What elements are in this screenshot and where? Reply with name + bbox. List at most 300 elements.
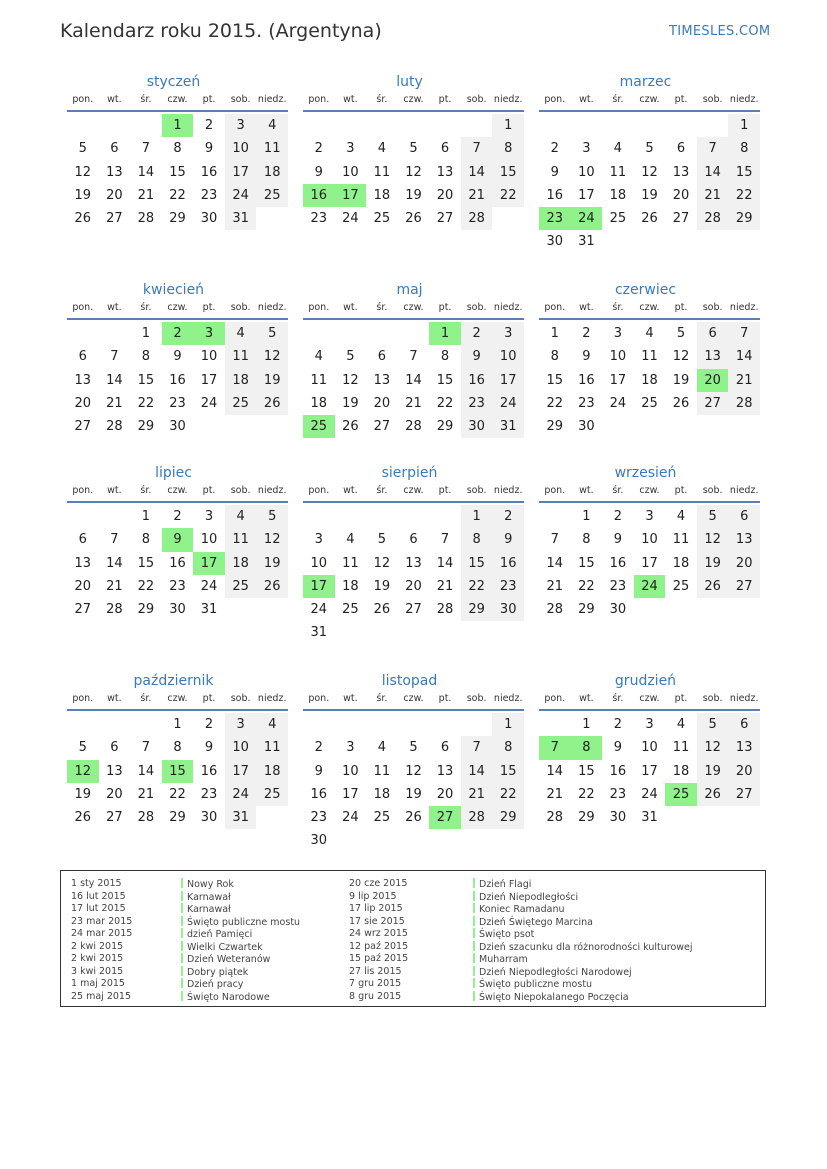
day-cell: 6 [377, 349, 387, 365]
day-cell: 1 [173, 717, 182, 732]
day-cell: 22 [728, 184, 760, 207]
holiday-day-cell: 23 [539, 207, 571, 230]
day-cell: 18 [342, 578, 359, 594]
legend-holiday-label: Dzień Flagi [479, 879, 532, 890]
weekday-header: pon. [72, 94, 94, 105]
legend-date: 2 kwi 2015 [71, 953, 124, 964]
day-cell: 5 [346, 349, 355, 365]
weekday-header: śr. [612, 485, 624, 496]
day-cell: 12 [697, 528, 729, 551]
day-cell: 29 [169, 810, 186, 826]
day-cell: 20 [436, 786, 454, 802]
weekday-header: śr. [140, 485, 152, 496]
legend-holiday-label: Święto publiczne mostu [187, 916, 301, 928]
day-cell: 16 [492, 552, 524, 575]
day-cell: 27 [373, 419, 391, 435]
weekday-header: pon. [72, 302, 94, 313]
day-cell: 4 [676, 509, 686, 524]
month-name: sierpień [381, 465, 438, 481]
day-cell: 25 [672, 578, 690, 594]
legend-holiday-label: Karnawał [187, 904, 231, 915]
day-cell: 17 [225, 161, 257, 184]
month-grid [303, 92, 524, 230]
day-cell: 21 [106, 578, 123, 594]
day-cell: 7 [110, 349, 119, 365]
holiday-day-cell: 2 [162, 322, 194, 345]
weekday-header: wt. [107, 485, 122, 496]
legend-holiday-label: Wielki Czwartek [187, 941, 263, 953]
header-rule [67, 110, 288, 112]
day-cell: 9 [582, 349, 591, 365]
day-cell: 25 [641, 395, 658, 411]
header-rule [539, 501, 760, 503]
empty-cell [602, 114, 634, 137]
day-cell: 23 [492, 575, 524, 598]
holiday-marker [181, 941, 183, 951]
legend-date: 8 gru 2015 [349, 990, 402, 1002]
day-cell: 11 [225, 345, 257, 368]
legend-holiday-name [181, 903, 300, 916]
day-cell: 16 [169, 372, 186, 388]
day-cell: 25 [373, 810, 391, 826]
day-cell: 13 [697, 345, 729, 368]
day-cell: 27 [672, 211, 690, 227]
day-cell: 17 [492, 369, 524, 392]
empty-cell [429, 713, 461, 736]
day-cell: 14 [106, 555, 123, 571]
day-cell: 18 [672, 555, 690, 571]
day-cell: 16 [200, 164, 218, 180]
day-cell: 1 [461, 505, 493, 528]
day-cell: 19 [405, 786, 422, 802]
month-block [67, 280, 288, 438]
month-block [303, 463, 524, 645]
empty-cell [398, 322, 430, 345]
day-cell: 1 [550, 326, 559, 341]
day-cell: 7 [110, 532, 119, 548]
day-cell: 9 [461, 345, 493, 368]
holiday-marker [181, 878, 183, 888]
day-cell: 6 [728, 713, 760, 736]
day-cell: 7 [141, 740, 151, 756]
day-cell: 1 [582, 717, 591, 732]
month-grid [67, 300, 288, 438]
legend-holiday-label: Święto Niepokalanego Poczęcia [479, 991, 629, 1003]
day-cell: 3 [613, 326, 623, 341]
day-cell: 11 [641, 349, 658, 365]
weekday-header: czw. [167, 94, 188, 105]
month-name: wrzesień [614, 465, 677, 481]
legend-date: 9 lip 2015 [349, 890, 397, 902]
month-grid [67, 92, 288, 230]
day-cell: 6 [728, 505, 760, 528]
day-cell: 21 [106, 395, 123, 411]
day-cell: 10 [225, 137, 257, 160]
day-cell: 16 [200, 763, 218, 779]
holiday-marker [181, 953, 183, 963]
day-cell: 20 [74, 395, 92, 411]
legend-holiday-label: Dzień pracy [187, 979, 244, 990]
day-cell: 27 [106, 211, 123, 227]
month-name: marzec [619, 74, 672, 90]
holiday-day-cell: 24 [571, 207, 603, 230]
day-cell: 17 [578, 187, 595, 203]
legend-holiday-label: Dzień Niepodległości [479, 891, 579, 903]
legend-names-right [473, 878, 693, 1003]
day-cell: 12 [256, 528, 288, 551]
day-cell: 28 [546, 810, 564, 826]
weekday-header: śr. [140, 302, 152, 313]
day-cell: 23 [461, 392, 493, 415]
day-cell: 28 [137, 211, 155, 227]
header-rule [67, 501, 288, 503]
day-cell: 18 [256, 161, 288, 184]
day-cell: 28 [137, 810, 155, 826]
weekday-header: pt. [202, 485, 216, 496]
day-cell: 10 [609, 349, 627, 365]
month-name: kwiecień [142, 282, 205, 298]
day-cell: 7 [409, 349, 418, 365]
day-cell: 26 [672, 395, 690, 411]
legend-holiday-label: Dzień szacunku dla różnorodności kulturowej [479, 941, 693, 953]
day-cell: 29 [436, 419, 454, 435]
day-cell: 16 [609, 555, 627, 571]
day-cell: 3 [492, 322, 524, 345]
empty-cell [67, 713, 99, 736]
empty-cell [303, 713, 335, 736]
day-cell: 22 [578, 578, 595, 594]
weekday-header: pt. [438, 302, 452, 313]
day-cell: 31 [641, 810, 658, 826]
day-cell: 5 [697, 505, 729, 528]
day-cell: 2 [314, 141, 323, 157]
day-cell: 11 [609, 164, 627, 180]
day-cell: 3 [645, 509, 654, 524]
legend-holiday-name [181, 941, 300, 954]
day-cell: 22 [436, 395, 454, 411]
legend-names-left [181, 878, 300, 1003]
legend-holiday-name [473, 991, 693, 1004]
day-cell: 4 [225, 322, 257, 345]
day-cell: 30 [546, 234, 564, 250]
day-cell: 2 [461, 322, 493, 345]
day-cell: 6 [110, 740, 119, 756]
weekday-header: czw. [403, 302, 424, 313]
day-cell: 16 [609, 763, 627, 779]
day-cell: 10 [641, 740, 658, 756]
day-cell: 31 [310, 625, 328, 641]
weekday-header: pon. [544, 302, 566, 313]
day-cell: 13 [405, 555, 422, 571]
header-rule [539, 709, 760, 711]
weekday-header: czw. [639, 485, 660, 496]
day-cell: 23 [169, 395, 186, 411]
legend-holiday-name [473, 953, 693, 966]
day-cell: 27 [74, 602, 92, 618]
day-cell: 20 [728, 552, 760, 575]
legend-holiday-name [473, 916, 693, 929]
day-cell: 9 [613, 740, 623, 756]
empty-cell [398, 505, 430, 528]
day-cell: 2 [613, 717, 623, 732]
day-cell: 27 [405, 602, 422, 618]
day-cell: 25 [609, 211, 627, 227]
month-name: luty [396, 74, 423, 90]
day-cell: 9 [550, 164, 559, 180]
weekday-header: niedz. [493, 693, 523, 704]
empty-cell [366, 322, 398, 345]
month-grid [539, 92, 760, 254]
day-cell: 28 [546, 602, 564, 618]
day-cell: 1 [141, 326, 151, 341]
day-cell: 13 [728, 528, 760, 551]
empty-cell [398, 114, 430, 137]
weekday-header: śr. [376, 302, 388, 313]
day-cell: 19 [641, 187, 658, 203]
legend-holiday-label: Karnawał [187, 891, 231, 903]
day-cell: 8 [173, 740, 182, 756]
month-block [303, 72, 524, 230]
day-cell: 24 [342, 211, 359, 227]
day-cell: 11 [672, 740, 690, 756]
day-cell: 7 [141, 141, 151, 157]
month-grid [67, 483, 288, 621]
weekday-header: śr. [140, 94, 152, 105]
weekday-header: czw. [639, 302, 660, 313]
holiday-day-cell: 7 [539, 736, 571, 759]
day-cell: 17 [342, 786, 359, 802]
weekday-header: sob. [702, 693, 723, 704]
empty-cell [366, 713, 398, 736]
weekday-header: niedz. [729, 94, 759, 105]
holiday-day-cell: 15 [162, 760, 194, 783]
month-block [539, 463, 760, 621]
holiday-day-cell: 3 [193, 322, 225, 345]
holiday-day-cell: 1 [429, 322, 461, 345]
day-cell: 7 [697, 137, 729, 160]
day-cell: 10 [578, 164, 595, 180]
month-block [539, 72, 760, 254]
day-cell: 20 [106, 187, 123, 203]
brand-logo[interactable]: TIMESLES.COM [669, 24, 771, 39]
day-cell: 24 [342, 810, 359, 826]
day-cell: 28 [728, 392, 760, 415]
empty-cell [539, 114, 571, 137]
holiday-marker [181, 978, 183, 988]
weekday-header: sob. [230, 693, 251, 704]
day-cell: 19 [256, 552, 288, 575]
empty-cell [697, 114, 729, 137]
day-cell: 14 [697, 161, 729, 184]
day-cell: 22 [546, 395, 564, 411]
day-cell: 23 [578, 395, 595, 411]
day-cell: 26 [641, 211, 658, 227]
legend-holiday-name [473, 891, 693, 904]
holiday-marker [181, 891, 183, 901]
day-cell: 22 [169, 786, 186, 802]
weekday-header: niedz. [257, 693, 287, 704]
day-cell: 14 [461, 161, 493, 184]
day-cell: 26 [256, 392, 288, 415]
legend-holiday-label: dzień Pamięci [187, 929, 253, 940]
day-cell: 29 [546, 419, 564, 435]
day-cell: 8 [550, 349, 559, 365]
day-cell: 14 [546, 555, 564, 571]
empty-cell [67, 505, 99, 528]
day-cell: 16 [169, 555, 186, 571]
weekday-header: sob. [466, 94, 487, 105]
holiday-marker [473, 941, 475, 951]
weekday-header: niedz. [493, 302, 523, 313]
day-cell: 19 [373, 578, 391, 594]
day-cell: 2 [613, 509, 623, 524]
day-cell: 31 [200, 602, 218, 618]
day-cell: 26 [697, 575, 729, 598]
weekday-header: sob. [466, 485, 487, 496]
day-cell: 26 [373, 602, 391, 618]
day-cell: 8 [492, 137, 524, 160]
weekday-header: czw. [639, 94, 660, 105]
day-cell: 23 [169, 578, 186, 594]
day-cell: 4 [314, 349, 323, 365]
day-cell: 22 [492, 184, 524, 207]
day-cell: 13 [728, 736, 760, 759]
day-cell: 9 [613, 532, 623, 548]
day-cell: 12 [256, 345, 288, 368]
legend-holiday-name [181, 928, 300, 941]
empty-cell [366, 505, 398, 528]
day-cell: 6 [110, 141, 119, 157]
day-cell: 23 [200, 187, 218, 203]
day-cell: 13 [373, 372, 391, 388]
weekday-header: czw. [403, 485, 424, 496]
holiday-day-cell: 24 [634, 575, 666, 598]
day-cell: 29 [578, 602, 595, 618]
holiday-day-cell: 12 [67, 760, 99, 783]
weekday-header: pt. [674, 94, 688, 105]
day-cell: 1 [492, 114, 524, 137]
day-cell: 28 [405, 419, 422, 435]
day-cell: 6 [78, 532, 87, 548]
legend-holiday-name [473, 966, 693, 979]
header-rule [303, 318, 524, 320]
day-cell: 18 [641, 372, 658, 388]
legend-holiday-name [181, 953, 300, 966]
day-cell: 18 [373, 187, 391, 203]
day-cell: 30 [200, 211, 218, 227]
holiday-day-cell: 9 [162, 528, 194, 551]
weekday-header: niedz. [729, 302, 759, 313]
legend-dates-right [349, 878, 408, 1003]
month-name: lipiec [155, 465, 192, 481]
holiday-marker [181, 966, 183, 976]
day-cell: 15 [546, 372, 564, 388]
legend-holiday-label: Koniec Ramadanu [479, 904, 565, 915]
day-cell: 23 [310, 211, 328, 227]
day-cell: 19 [256, 369, 288, 392]
weekday-header: pt. [202, 693, 216, 704]
day-cell: 26 [256, 575, 288, 598]
day-cell: 13 [74, 372, 92, 388]
day-cell: 20 [728, 760, 760, 783]
legend-holiday-label: Dzień Świętego Marcina [479, 916, 593, 928]
legend-holiday-label: Dobry piątek [187, 966, 249, 978]
day-cell: 2 [582, 326, 591, 341]
legend-holiday-label: Dzień Weteranów [187, 954, 271, 965]
empty-cell [99, 713, 131, 736]
holiday-marker [181, 991, 183, 1001]
day-cell: 1 [141, 509, 151, 524]
month-name: czerwiec [614, 282, 677, 298]
day-cell: 22 [492, 783, 524, 806]
day-cell: 29 [169, 211, 186, 227]
holiday-marker [181, 903, 183, 913]
day-cell: 20 [106, 786, 123, 802]
day-cell: 19 [405, 187, 422, 203]
legend-holiday-label: Nowy Rok [187, 879, 234, 890]
month-name: styczeń [146, 74, 201, 90]
empty-cell [539, 505, 571, 528]
legend-holiday-label: Święto Narodowe [187, 991, 270, 1003]
weekday-header: wt. [579, 302, 594, 313]
month-block [539, 671, 760, 829]
month-block [67, 463, 288, 621]
day-cell: 21 [697, 184, 729, 207]
empty-cell [398, 713, 430, 736]
day-cell: 13 [436, 763, 454, 779]
day-cell: 19 [74, 187, 92, 203]
day-cell: 31 [225, 207, 257, 230]
day-cell: 11 [225, 528, 257, 551]
weekday-header: sob. [466, 302, 487, 313]
holiday-day-cell: 17 [303, 575, 335, 598]
day-cell: 29 [492, 806, 524, 829]
empty-cell [99, 505, 131, 528]
day-cell: 30 [169, 419, 186, 435]
day-cell: 5 [697, 713, 729, 736]
legend-date: 23 mar 2015 [71, 915, 133, 927]
empty-cell [99, 322, 131, 345]
day-cell: 16 [578, 372, 595, 388]
day-cell: 11 [310, 372, 328, 388]
header-rule [539, 318, 760, 320]
weekday-header: wt. [579, 693, 594, 704]
day-cell: 26 [405, 810, 422, 826]
day-cell: 3 [582, 141, 591, 157]
day-cell: 18 [256, 760, 288, 783]
weekday-header: sob. [230, 485, 251, 496]
day-cell: 20 [74, 578, 92, 594]
weekday-header: pon. [308, 693, 330, 704]
day-cell: 21 [405, 395, 422, 411]
day-cell: 20 [436, 187, 454, 203]
weekday-header: czw. [167, 485, 188, 496]
day-cell: 12 [641, 164, 658, 180]
day-cell: 15 [137, 555, 155, 571]
day-cell: 17 [225, 760, 257, 783]
legend-date: 2 kwi 2015 [71, 940, 124, 952]
legend-holiday-name [181, 916, 300, 929]
weekday-header: czw. [167, 302, 188, 313]
day-cell: 3 [204, 509, 214, 524]
day-cell: 8 [461, 528, 493, 551]
legend-date: 15 paź 2015 [349, 953, 409, 964]
day-cell: 30 [609, 810, 627, 826]
day-cell: 7 [728, 322, 760, 345]
day-cell: 8 [492, 736, 524, 759]
day-cell: 6 [78, 349, 87, 365]
day-cell: 31 [578, 234, 595, 250]
